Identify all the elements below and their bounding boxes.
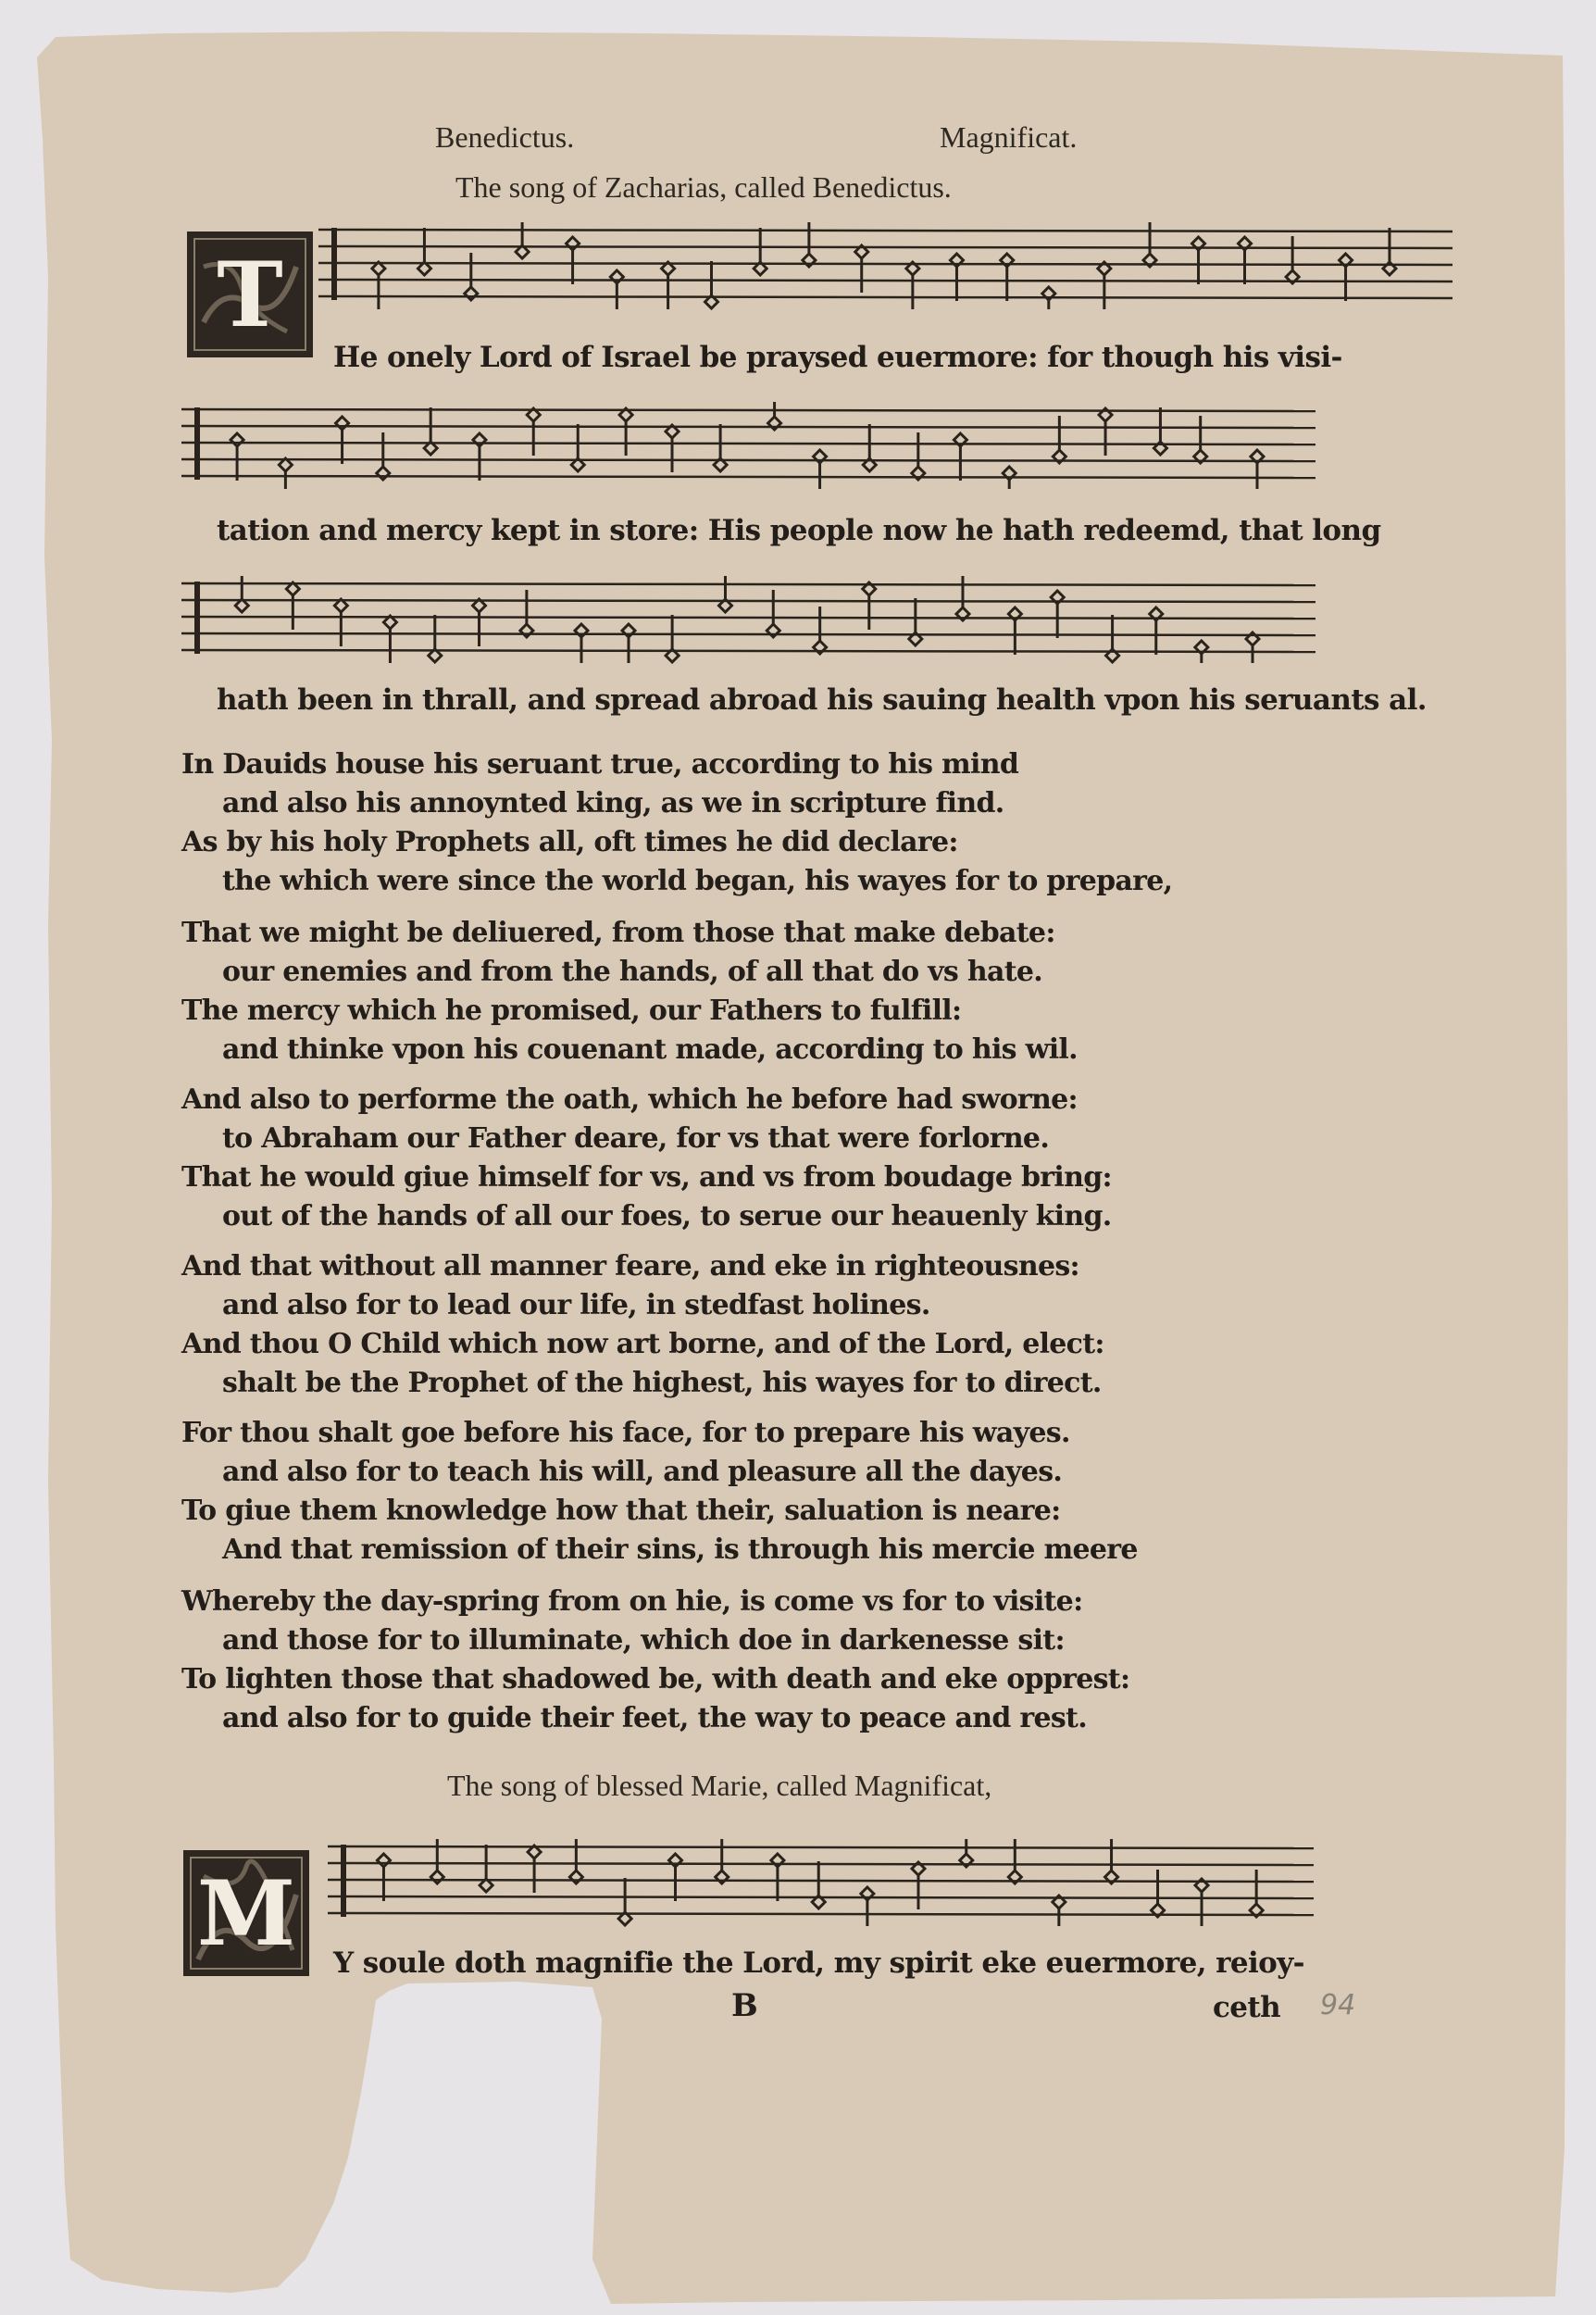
- benedictus-lyric-line-1: He onely Lord of Israel be praysed euermore: for though his visi-: [333, 341, 1342, 374]
- verse-line: and also for to lead our life, in stedfast holines.: [222, 1289, 930, 1321]
- note-head: [430, 1871, 443, 1883]
- benedictus-staff-3: [181, 574, 1320, 667]
- clef-mark: [194, 407, 200, 480]
- benedictus-heading: The song of Zacharias, called Benedictus.: [455, 170, 952, 204]
- running-head-left: Benedictus.: [435, 120, 575, 154]
- verse-line: and also his annoynted king, as we in scripture find.: [222, 787, 1004, 820]
- note-head: [610, 270, 623, 283]
- note-head: [377, 467, 390, 480]
- clef-mark: [331, 228, 337, 300]
- note-head: [520, 624, 533, 637]
- verse-line: For thou shalt goe before his face, for to prepare his wayes.: [181, 1417, 1070, 1449]
- verse-line: Whereby the day-spring from on hie, is come vs for to visite:: [181, 1585, 1083, 1618]
- verse-line: to Abraham our Father deare, for vs that were forlorne.: [222, 1122, 1050, 1155]
- verse-line: And that remission of their sins, is through his mercie meere: [222, 1533, 1138, 1566]
- verse-line: and also for to teach his will, and pleasure all the dayes.: [222, 1456, 1063, 1488]
- verse-line: And that without all manner feare, and eke in righteousnes:: [181, 1250, 1079, 1283]
- verse-line: The mercy which he promised, our Fathers to fulfill:: [181, 995, 962, 1027]
- verse-line: our enemies and from the hands, of all that do vs hate.: [222, 956, 1042, 988]
- verse-line: and also for to guide their feet, the way to peace and rest.: [222, 1702, 1087, 1734]
- note-head: [377, 1854, 390, 1867]
- benedictus-staff-2: [181, 400, 1320, 493]
- verse-line: In Dauids house his seruant true, according to his mind: [181, 748, 1019, 781]
- note-head: [231, 433, 243, 446]
- verse-line: out of the hands of all our foes, to serue our heauenly king.: [222, 1200, 1112, 1233]
- verse-line: And thou O Child which now art borne, and of the Lord, elect:: [181, 1328, 1104, 1360]
- catchword: ceth: [1213, 1991, 1281, 2024]
- verse-line: To lighten those that shadowed be, with death and eke opprest:: [181, 1663, 1130, 1696]
- verse-line: and thinke vpon his couenant made, according to his wil.: [222, 1033, 1078, 1066]
- clef-mark: [194, 582, 200, 654]
- verse-line: and those for to illuminate, which doe in darkenesse sit:: [222, 1624, 1065, 1657]
- clef-mark: [341, 1845, 346, 1917]
- verse-line: shalt be the Prophet of the highest, his wayes for to direct.: [222, 1367, 1102, 1399]
- verse-line: As by his holy Prophets all, oft times he did declare:: [181, 826, 958, 858]
- magnificat-lyric-line: Y soule doth magnifie the Lord, my spirit eke euermore, reioy-: [333, 1946, 1304, 1980]
- note-head: [567, 237, 580, 250]
- note-head: [336, 417, 349, 430]
- verse-line: the which were since the world began, his wayes for to prepare,: [222, 865, 1173, 897]
- signature-mark: B: [731, 1987, 758, 2024]
- magnificat-heading: The song of blessed Marie, called Magnificat,: [447, 1769, 992, 1802]
- pencil-folio-number: 94: [1320, 1989, 1356, 2021]
- verse-line: And also to performe the oath, which he before had sworne:: [181, 1083, 1078, 1116]
- magnificat-staff: [328, 1837, 1318, 1930]
- benedictus-lyric-line-3: hath been in thrall, and spread abroad his sauing health vpon his seruants al.: [217, 683, 1427, 717]
- verse-line: To giue them knowledge how that their, saluation is neare:: [181, 1495, 1061, 1527]
- note-head: [473, 433, 486, 446]
- verse-line: That we might be deliuered, from those that make debate:: [181, 917, 1055, 949]
- note-head: [569, 1871, 582, 1883]
- benedictus-lyric-line-2: tation and mercy kept in store: His people now he hath redeemd, that long: [217, 514, 1381, 547]
- note-head: [465, 287, 478, 300]
- benedictus-staff-1: [318, 220, 1457, 313]
- magnificat-initial: [181, 1848, 311, 1978]
- initial-letter-t: T: [217, 242, 283, 347]
- running-head-right: Magnificat.: [940, 120, 1078, 154]
- benedictus-initial: [185, 230, 315, 359]
- initial-letter-m: M: [196, 1860, 296, 1966]
- verse-line: That he would giue himself for vs, and vs from boudage bring:: [181, 1161, 1112, 1194]
